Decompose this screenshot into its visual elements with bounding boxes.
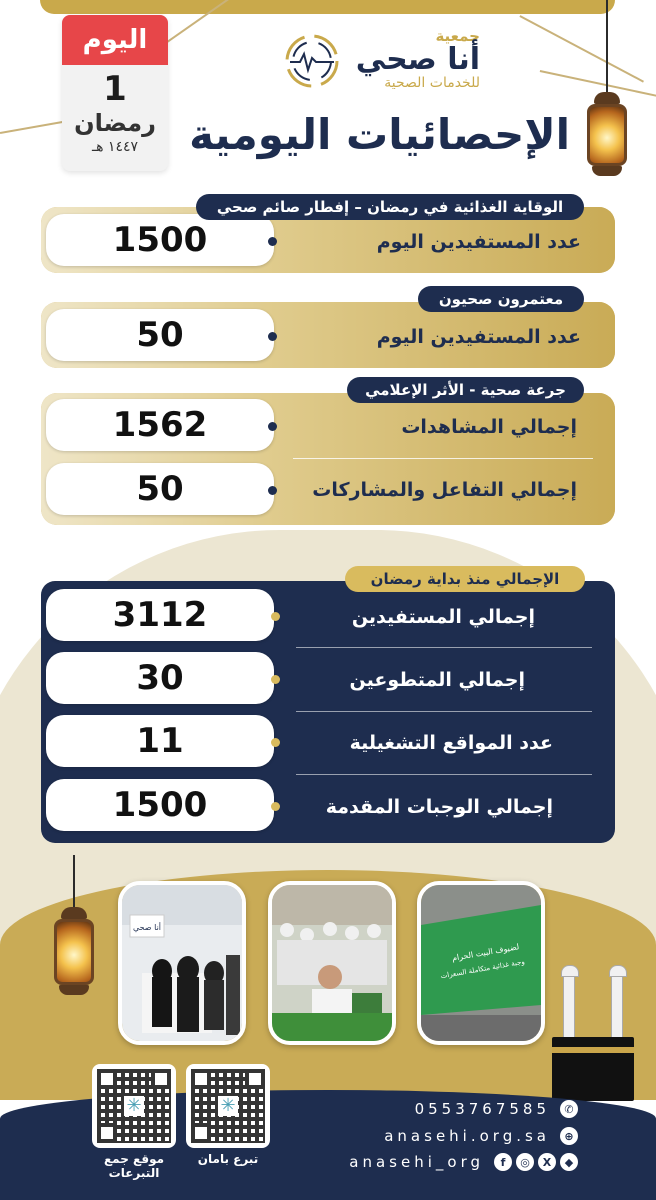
food-value-pill: 1500 bbox=[46, 214, 274, 266]
contact-website[interactable] bbox=[384, 1127, 578, 1145]
calendar-day: 1 bbox=[103, 69, 127, 109]
bag-line-1: لضيوف البيت الحرام bbox=[451, 942, 520, 963]
bullet-dot bbox=[271, 738, 280, 747]
qr-caption-donations-site: موقع جمع التبرعات bbox=[103, 1152, 165, 1180]
instagram-icon[interactable]: ◎ bbox=[516, 1153, 534, 1171]
media-engagement-pill: 50 bbox=[46, 463, 274, 515]
calendar-year: ١٤٤٧ هـ bbox=[91, 139, 138, 155]
logo-subtitle: للخدمات الصحية bbox=[384, 75, 480, 91]
bullet-dot bbox=[268, 486, 277, 495]
photo-volunteers bbox=[118, 881, 246, 1045]
bullet-dot bbox=[268, 237, 277, 246]
total-sites-pill: 11 bbox=[46, 715, 274, 767]
photo-meal-bag bbox=[417, 881, 545, 1045]
media-panel bbox=[41, 393, 615, 525]
total-beneficiaries-pill: 3112 bbox=[46, 589, 274, 641]
globe-icon: ⊕ bbox=[560, 1127, 578, 1145]
kaaba-icon bbox=[552, 1037, 634, 1101]
row-divider bbox=[296, 774, 592, 775]
bullet-dot bbox=[271, 802, 280, 811]
website-url: anasehi.org.sa bbox=[384, 1127, 550, 1145]
total-meals-label: إجمالي الوجبات المقدمة bbox=[325, 796, 553, 818]
umrah-section-tag: معتمرون صحيون bbox=[418, 286, 584, 312]
media-engagement-label: إجمالي التفاعل والمشاركات bbox=[312, 479, 577, 501]
row-divider bbox=[296, 647, 592, 648]
food-section-tag: الوقاية الغذائية في رمضان – إفطار صائم صحي bbox=[196, 194, 584, 220]
qr-caption-donate: تبرع بامان bbox=[197, 1152, 259, 1166]
minaret-icon bbox=[563, 972, 575, 1042]
minaret-icon bbox=[611, 972, 623, 1042]
total-beneficiaries-label: إجمالي المستفيدين bbox=[351, 606, 535, 628]
bullet-dot bbox=[268, 422, 277, 431]
row-divider bbox=[293, 458, 593, 459]
food-label: عدد المستفيدين اليوم bbox=[376, 231, 581, 253]
lantern-icon bbox=[52, 855, 96, 995]
phone-icon: ✆ bbox=[560, 1100, 578, 1118]
calendar-card bbox=[62, 15, 168, 171]
umrah-label: عدد المستفيدين اليوم bbox=[376, 326, 581, 348]
logo-small-text: جمعية bbox=[435, 27, 480, 45]
totals-section-tag: الإجمالي منذ بداية رمضان bbox=[345, 566, 585, 592]
asterisk-icon: ✳ bbox=[124, 1096, 144, 1116]
qr-code-donations-site[interactable] bbox=[92, 1064, 176, 1148]
totals-panel bbox=[41, 581, 615, 843]
logo-text bbox=[356, 27, 480, 91]
media-views-label: إجمالي المشاهدات bbox=[401, 416, 577, 438]
phone-number: 0553767585 bbox=[414, 1100, 550, 1118]
calendar-month: رمضان bbox=[74, 109, 156, 137]
social-handle: anasehi_org bbox=[349, 1153, 484, 1171]
total-meals-pill: 1500 bbox=[46, 779, 274, 831]
calendar-header: اليوم bbox=[62, 15, 168, 65]
photo-booth-logo: أنا صحي bbox=[132, 923, 162, 932]
total-sites-label: عدد المواقع التشغيلية bbox=[349, 732, 553, 754]
x-icon[interactable]: X bbox=[538, 1153, 556, 1171]
media-views-pill: 1562 bbox=[46, 399, 274, 451]
logo-emblem-icon bbox=[280, 32, 344, 90]
facebook-icon[interactable]: f bbox=[494, 1153, 512, 1171]
total-volunteers-pill: 30 bbox=[46, 652, 274, 704]
contact-phone[interactable] bbox=[415, 1100, 578, 1118]
lantern-icon bbox=[585, 0, 629, 176]
snapchat-icon[interactable]: ◆ bbox=[560, 1153, 578, 1171]
bullet-dot bbox=[271, 675, 280, 684]
bullet-dot bbox=[271, 612, 280, 621]
photo-iftar-crowd bbox=[268, 881, 396, 1045]
page-title: الإحصائيات اليومية bbox=[189, 110, 570, 159]
umrah-value-pill: 50 bbox=[46, 309, 274, 361]
qr-code-donate[interactable] bbox=[186, 1064, 270, 1148]
row-divider bbox=[296, 711, 592, 712]
bullet-dot bbox=[268, 332, 277, 341]
media-section-tag: جرعة صحية - الأثر الإعلامي bbox=[347, 377, 584, 403]
total-volunteers-label: إجمالي المتطوعين bbox=[349, 669, 525, 691]
contact-social[interactable] bbox=[349, 1153, 578, 1171]
asterisk-icon: ✳ bbox=[218, 1096, 238, 1116]
bag-line-2: وجبة غذائية متكاملة السعرات bbox=[440, 957, 526, 981]
top-gold-strip bbox=[40, 0, 615, 14]
logo-name: أنا صحي bbox=[355, 42, 480, 77]
association-logo bbox=[280, 27, 480, 91]
